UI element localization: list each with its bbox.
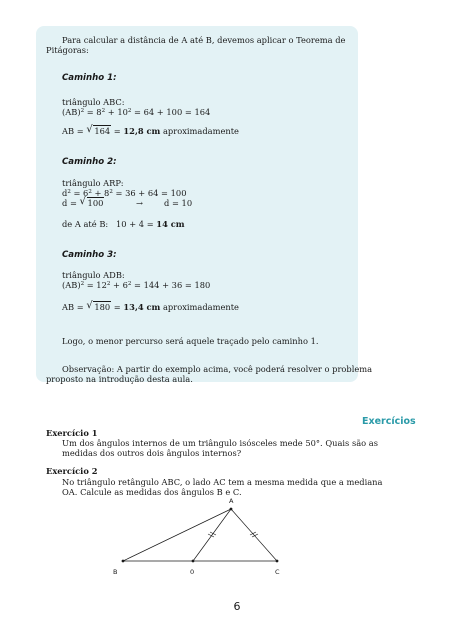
exercicio-2-title: Exercício 2 (46, 466, 98, 476)
exercicio-2-line-1: No triângulo retângulo ABC, o lado AC tem a mesma medida que a mediana (62, 477, 383, 487)
page-number: 6 (233, 600, 241, 613)
triangle-figure (100, 495, 300, 580)
caminho-2-root: d = √ 100 (62, 196, 104, 208)
vertex-o (192, 560, 195, 563)
exercicio-1-line-2: medidas dos outros dois ângulos internos? (62, 448, 242, 458)
caminho-3-label: triângulo ADB: (62, 270, 125, 280)
observation-line-2: proposto na introdução desta aula. (46, 374, 193, 384)
median-oa (193, 509, 231, 561)
caminho-1-title: Caminho 1: (62, 73, 117, 83)
caminho-2-label: triângulo ARP: (62, 178, 124, 188)
exercicio-2-line-2: OA. Calcule as medidas dos ângulos B e C. (62, 487, 242, 497)
caminho-3-root: AB = √ 180 = 13,4 cm aproximadamente (62, 300, 239, 312)
label-o: 0 (190, 568, 195, 576)
observation-line-1: Observação: A partir do exemplo acima, você poderá resolver o problema (62, 364, 373, 374)
exercicio-1-title: Exercício 1 (46, 428, 98, 438)
caminho-1-equation: $(AB)^2 = 8^2 + 10^2 = 64 + 100 = 164$ (62, 107, 211, 117)
label-a: A (229, 497, 234, 505)
exercicio-1-line-1: Um dos ângulos internos de um triângulo isósceles mede 50°. Quais são as (62, 438, 378, 448)
label-c: C (275, 568, 280, 576)
caminho-3-equation: $(AB)^2 = 12^2 + 6^2 = 144 + 36 = 180$ (62, 280, 211, 290)
label-b: B (113, 568, 118, 576)
vertex-b (122, 560, 125, 563)
intro-line-1: Para calcular a distância de A até B, devemos aplicar o Teorema de (62, 35, 346, 45)
square-root-symbol: √ 100 (79, 196, 104, 208)
caminho-3-title: Caminho 3: (62, 250, 117, 260)
caminho-2-title: Caminho 2: (62, 157, 117, 167)
caminho-2-sum-label: de A até B: (62, 219, 109, 229)
side-ba (123, 509, 231, 561)
square-root-symbol: √ 164 (86, 124, 111, 136)
caminho-1-root: AB = √ 164 = 12,8 cm aproximadamente (62, 124, 239, 136)
caminho-2-root-result: d = 10 (164, 198, 193, 208)
vertex-a (230, 508, 233, 511)
square-root-symbol: √ 180 (86, 300, 111, 312)
conclusion-text: Logo, o menor percurso será aquele traçado pelo caminho 1. (62, 336, 319, 346)
section-title-exercicios: Exercícios (362, 416, 416, 427)
side-ac (231, 509, 277, 561)
caminho-2-sum: 10 + 4 = 14 cm (116, 219, 185, 229)
vertex-c (276, 560, 279, 563)
arrow-icon: → (136, 198, 143, 208)
caminho-1-label: triângulo ABC: (62, 97, 125, 107)
caminho-2-equation: $d^2 = 6^2 + 8^2 = 36 + 64 = 100$ (62, 188, 187, 198)
intro-line-2: Pitágoras: (46, 45, 89, 55)
